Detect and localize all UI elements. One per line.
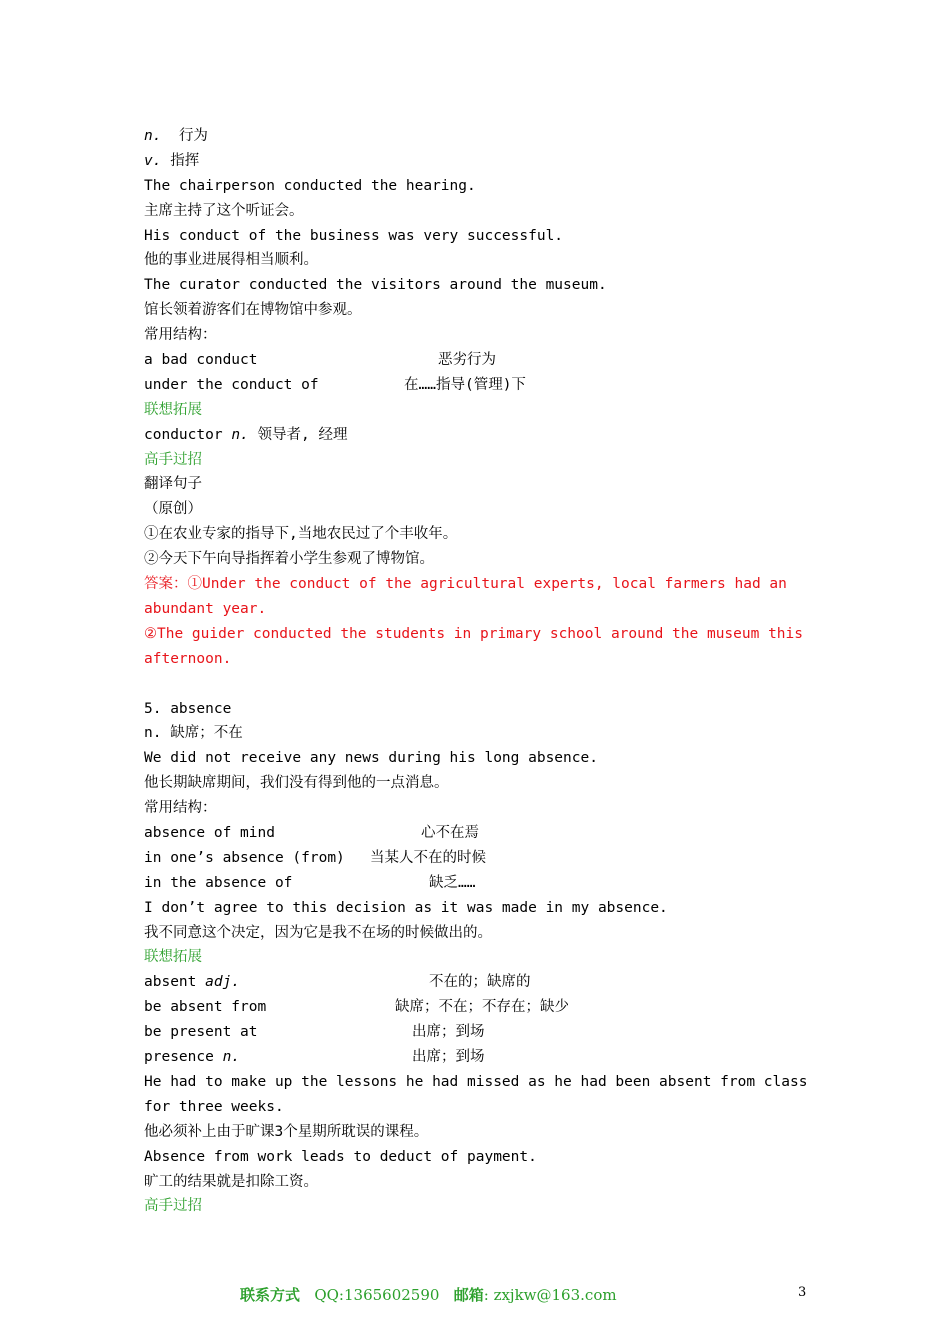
answer-1: 答案：①Under the conduct of the agricultural experts, local farmers had an abundant year. — [144, 576, 796, 617]
structure-en: under the conduct of — [144, 376, 319, 393]
definition-noun: n. 缺席；不在 — [144, 725, 243, 742]
example-zh: 他长期缺席期间，我们没有得到他的一点消息。 — [144, 775, 449, 792]
pos-label: n. — [144, 128, 162, 144]
example-en: He had to make up the lessons he had missed as he had been absent from class for three weeks. — [144, 1073, 817, 1115]
related-word: absent — [144, 974, 206, 991]
structure-zh: 当某人不在的时候 — [370, 849, 486, 866]
example-zh: 主席主持了这个听证会。 — [144, 202, 304, 219]
example-en: We did not receive any news during his long absence. — [144, 750, 598, 767]
related-meaning: 出席；到场 — [412, 1024, 485, 1041]
example-zh: 旷工的结果就是扣除工资。 — [144, 1173, 318, 1190]
answer-2: ②The guider conducted the students in primary school around the museum this afternoon. — [144, 625, 812, 667]
related-word-row — [144, 995, 824, 1020]
example-zh: 他的事业进展得相当顺利。 — [144, 252, 318, 269]
footer-contact — [240, 1284, 840, 1305]
related-word-row — [144, 1045, 824, 1070]
common-structure-label: 常用结构： — [144, 327, 217, 344]
structure-row — [144, 821, 824, 846]
structure-en: absence of mind — [144, 825, 275, 841]
structure-row — [144, 846, 824, 871]
definition-verb — [144, 149, 824, 174]
related-word-row — [144, 423, 824, 448]
email-label: 邮箱 — [453, 1286, 484, 1304]
structure-zh: 恶劣行为 — [438, 352, 496, 369]
definition-text: 指挥 — [170, 152, 200, 169]
pos-label: adj. — [205, 974, 241, 991]
related-meaning: 缺席；不在；不存在；缺少 — [395, 999, 569, 1016]
master-heading: 高手过招 — [144, 1198, 202, 1215]
example-en: The curator conducted the visitors around the museum. — [144, 277, 607, 294]
question-2: ②今天下午向导指挥着小学生参观了博物馆。 — [144, 551, 434, 568]
structure-zh: 缺乏…… — [429, 874, 476, 891]
email-address: : zxjkw@163.com — [483, 1286, 617, 1304]
contact-label: 联系方式 — [240, 1286, 301, 1304]
example-zh: 我不同意这个决定，因为它是我不在场的时候做出的。 — [144, 924, 492, 941]
expand-heading: 联想拓展 — [144, 949, 202, 966]
definition-text: 行为 — [178, 128, 208, 144]
related-word: be absent from — [144, 999, 267, 1016]
pos-label: n. — [231, 426, 249, 443]
translate-label: 翻译句子 — [144, 476, 202, 493]
qq-number: QQ:1365602590 — [314, 1286, 440, 1304]
example-en: Absence from work leads to deduct of payment. — [144, 1148, 537, 1165]
example-zh: 馆长领着游客们在博物馆中参观。 — [144, 302, 362, 319]
structure-row — [144, 373, 824, 398]
related-word-row — [144, 970, 824, 995]
source-label: （原创） — [144, 501, 202, 518]
section-title: 5. absence — [144, 700, 232, 717]
example-en: The chairperson conducted the hearing. — [144, 177, 476, 194]
structure-row — [144, 348, 824, 373]
structure-zh: 在……指导(管理)下 — [404, 376, 526, 393]
page-number: 3 — [798, 1285, 807, 1300]
related-word: be present at — [144, 1024, 258, 1041]
example-en: I don’t agree to this decision as it was made in my absence. — [144, 899, 668, 916]
master-heading: 高手过招 — [144, 451, 202, 468]
structure-en: a bad conduct — [144, 352, 258, 369]
related-meaning: 出席；到场 — [412, 1049, 485, 1066]
related-word: presence — [144, 1049, 223, 1066]
question-1: ①在农业专家的指导下,当地农民过了个丰收年。 — [144, 526, 458, 543]
document-body — [144, 124, 824, 1219]
example-zh: 他必须补上由于旷课3个星期所耽误的课程。 — [144, 1123, 429, 1140]
expand-heading: 联想拓展 — [144, 401, 202, 418]
structure-zh: 心不在焉 — [421, 825, 479, 841]
related-word-row — [144, 1020, 824, 1045]
spacer — [144, 672, 824, 697]
definition-noun — [144, 124, 824, 149]
structure-row — [144, 871, 824, 896]
structure-en: in the absence of — [144, 874, 293, 891]
related-word: conductor — [144, 426, 232, 443]
common-structure-label: 常用结构： — [144, 800, 217, 817]
related-meaning: 不在的；缺席的 — [429, 974, 531, 991]
structure-en: in one’s absence (from) — [144, 849, 345, 866]
pos-label: v. — [144, 152, 162, 169]
pos-label: n. — [222, 1049, 241, 1066]
related-meaning: 领导者, 经理 — [248, 426, 348, 443]
example-en: His conduct of the business was very successful. — [144, 227, 564, 244]
